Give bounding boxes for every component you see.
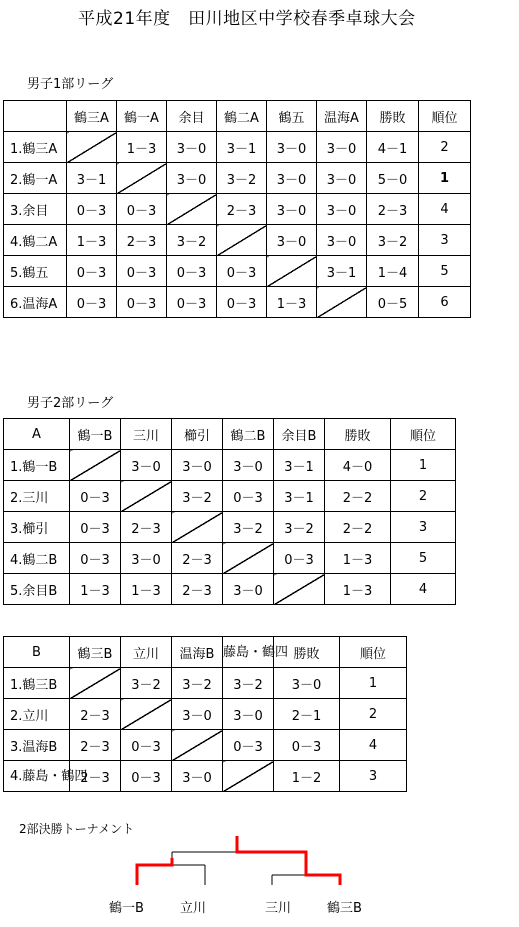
diagonal-cell — [223, 543, 274, 574]
score-cell: 3－2 — [172, 481, 223, 512]
score-cell: 2－3 — [70, 699, 121, 730]
score-cell: 3－1 — [317, 256, 367, 287]
score-cell: 0－3 — [67, 287, 117, 318]
column-header: 順位 — [340, 637, 407, 668]
score-cell: 3－2 — [121, 668, 172, 699]
column-header: 順位 — [419, 101, 471, 132]
score-cell: 1－3 — [117, 132, 167, 163]
score-cell: 3－0 — [167, 132, 217, 163]
team-name-cell: 5.余目B — [4, 574, 70, 605]
score-cell: 1 — [419, 163, 471, 194]
tournament-heading: 2部決勝トーナメント — [19, 822, 135, 836]
table-row — [4, 256, 471, 287]
bracket-player-2: 立川 — [180, 901, 207, 916]
score-cell: 3－0 — [223, 699, 274, 730]
header-row — [4, 637, 407, 668]
score-cell: 3－0 — [274, 668, 340, 699]
league2-group-b-table — [3, 636, 407, 792]
score-cell: 3 — [419, 225, 471, 256]
score-cell: 2 — [419, 132, 471, 163]
score-cell: 1－3 — [121, 574, 172, 605]
score-cell: 0－3 — [217, 256, 267, 287]
score-cell: 3－0 — [172, 699, 223, 730]
score-cell: 0－3 — [70, 481, 121, 512]
team-name-cell: 4.鶴二A — [4, 225, 67, 256]
score-cell: 3－1 — [274, 481, 325, 512]
score-cell: 2－3 — [121, 512, 172, 543]
diagonal-cell — [70, 450, 121, 481]
score-cell: 1－3 — [67, 225, 117, 256]
diagonal-cell — [267, 256, 317, 287]
diagonal-cell — [223, 761, 274, 792]
column-header: A — [4, 419, 70, 450]
score-cell: 3－2 — [167, 225, 217, 256]
score-cell: 2－3 — [70, 761, 121, 792]
score-cell: 0－3 — [117, 194, 167, 225]
score-cell: 1－3 — [267, 287, 317, 318]
column-header: B — [4, 637, 70, 668]
table-row — [4, 163, 471, 194]
team-name-cell: 3.温海B — [4, 730, 70, 761]
diagonal-cell — [70, 668, 121, 699]
column-header: 鶴五 — [267, 101, 317, 132]
column-header: 鶴三B — [70, 637, 121, 668]
score-cell: 0－3 — [167, 287, 217, 318]
diagonal-cell — [217, 225, 267, 256]
score-cell: 3－0 — [223, 574, 274, 605]
score-cell: 3－0 — [167, 163, 217, 194]
column-header — [4, 101, 67, 132]
header-row — [4, 419, 456, 450]
table-row — [4, 194, 471, 225]
team-name-cell: 1.鶴三A — [4, 132, 67, 163]
score-cell: 0－3 — [217, 287, 267, 318]
score-cell: 3－1 — [217, 132, 267, 163]
score-cell: 2 — [340, 699, 407, 730]
score-cell: 2－3 — [70, 730, 121, 761]
score-cell: 3－2 — [172, 668, 223, 699]
diagonal-cell — [121, 699, 172, 730]
score-cell: 4 — [340, 730, 407, 761]
column-header: 勝敗 — [274, 637, 340, 668]
column-header: 順位 — [391, 419, 456, 450]
score-cell: 0－5 — [367, 287, 419, 318]
league1-heading: 男子1部リーグ — [27, 77, 114, 92]
column-header: 勝敗 — [325, 419, 391, 450]
score-cell: 0－3 — [67, 194, 117, 225]
score-cell: 1 — [391, 450, 456, 481]
tournament-bracket — [0, 830, 519, 905]
score-cell: 2－2 — [325, 512, 391, 543]
score-cell: 3－0 — [267, 194, 317, 225]
score-cell: 0－3 — [117, 287, 167, 318]
score-cell: 3－0 — [317, 132, 367, 163]
score-cell: 2－2 — [325, 481, 391, 512]
score-cell: 3 — [340, 761, 407, 792]
diagonal-cell — [172, 512, 223, 543]
table-row — [4, 225, 471, 256]
score-cell: 0－3 — [67, 256, 117, 287]
diagonal-cell — [117, 163, 167, 194]
column-header: 温海A — [317, 101, 367, 132]
team-name-cell: 4.鶴二B — [4, 543, 70, 574]
score-cell: 1－3 — [325, 574, 391, 605]
score-cell: 0－3 — [121, 730, 172, 761]
column-header: 鶴一A — [117, 101, 167, 132]
column-header: 櫛引 — [172, 419, 223, 450]
column-header: 温海B — [172, 637, 223, 668]
team-name-cell: 2.鶴一A — [4, 163, 67, 194]
score-cell: 2－3 — [172, 543, 223, 574]
score-cell: 1－2 — [274, 761, 340, 792]
table-row — [4, 730, 407, 761]
score-cell: 4－0 — [325, 450, 391, 481]
column-header: 余目 — [167, 101, 217, 132]
table-row — [4, 512, 456, 543]
diagonal-cell — [274, 574, 325, 605]
score-cell: 3－0 — [267, 132, 317, 163]
score-cell: 3－1 — [274, 450, 325, 481]
table-row — [4, 287, 471, 318]
score-cell: 6 — [419, 287, 471, 318]
page-title: 平成21年度 田川地区中学校春季卓球大会 — [78, 9, 416, 29]
column-header: 藤島・鶴四 — [223, 637, 274, 668]
score-cell: 3－0 — [223, 450, 274, 481]
team-name-cell: 2.三川 — [4, 481, 70, 512]
column-header: 鶴一B — [70, 419, 121, 450]
score-cell: 3－0 — [267, 225, 317, 256]
score-cell: 3－0 — [317, 163, 367, 194]
bracket-player-3: 三川 — [265, 901, 292, 916]
score-cell: 0－3 — [167, 256, 217, 287]
team-name-cell: 5.鶴五 — [4, 256, 67, 287]
score-cell: 3－2 — [367, 225, 419, 256]
score-cell: 2－3 — [172, 574, 223, 605]
bracket-player-1: 鶴一B — [109, 901, 144, 916]
column-header: 鶴二A — [217, 101, 267, 132]
score-cell: 3－2 — [223, 512, 274, 543]
score-cell: 3－0 — [121, 450, 172, 481]
diagonal-cell — [121, 481, 172, 512]
score-cell: 4 — [419, 194, 471, 225]
table-row — [4, 699, 407, 730]
team-name-cell: 1.鶴三B — [4, 668, 70, 699]
score-cell: 4 — [391, 574, 456, 605]
score-cell: 1 — [340, 668, 407, 699]
score-cell: 2－3 — [217, 194, 267, 225]
score-cell: 0－3 — [70, 543, 121, 574]
column-header: 鶴三A — [67, 101, 117, 132]
column-header: 三川 — [121, 419, 172, 450]
score-cell: 5 — [391, 543, 456, 574]
table-row — [4, 761, 407, 792]
score-cell: 2 — [391, 481, 456, 512]
bracket-player-4: 鶴三B — [327, 901, 362, 916]
table-row — [4, 668, 407, 699]
league2-group-a-table — [3, 418, 456, 605]
score-cell: 3－0 — [121, 543, 172, 574]
score-cell: 0－3 — [223, 730, 274, 761]
team-name-cell: 3.櫛引 — [4, 512, 70, 543]
column-header: 勝敗 — [367, 101, 419, 132]
score-cell: 3 — [391, 512, 456, 543]
table-row — [4, 132, 471, 163]
diagonal-cell — [67, 132, 117, 163]
score-cell: 3－0 — [317, 225, 367, 256]
score-cell: 0－3 — [121, 761, 172, 792]
table-row — [4, 543, 456, 574]
score-cell: 3－0 — [172, 450, 223, 481]
score-cell: 3－2 — [223, 668, 274, 699]
score-cell: 3－0 — [172, 761, 223, 792]
league1-table — [3, 100, 471, 318]
diagonal-cell — [317, 287, 367, 318]
diagonal-cell — [172, 730, 223, 761]
column-header: 鶴二B — [223, 419, 274, 450]
table-row — [4, 481, 456, 512]
league2-heading: 男子2部リーグ — [27, 396, 114, 411]
team-name-cell: 4.藤島・鶴四 — [4, 761, 70, 792]
score-cell: 1－3 — [70, 574, 121, 605]
score-cell: 3－1 — [67, 163, 117, 194]
score-cell: 3－0 — [267, 163, 317, 194]
score-cell: 2－3 — [367, 194, 419, 225]
team-name-cell: 2.立川 — [4, 699, 70, 730]
header-row — [4, 101, 471, 132]
score-cell: 2－3 — [117, 225, 167, 256]
score-cell: 2－1 — [274, 699, 340, 730]
column-header: 余目B — [274, 419, 325, 450]
score-cell: 0－3 — [274, 730, 340, 761]
score-cell: 0－3 — [223, 481, 274, 512]
score-cell: 0－3 — [274, 543, 325, 574]
table-row — [4, 574, 456, 605]
diagonal-cell — [167, 194, 217, 225]
score-cell: 3－0 — [317, 194, 367, 225]
score-cell: 4－1 — [367, 132, 419, 163]
score-cell: 3－2 — [274, 512, 325, 543]
score-cell: 0－3 — [70, 512, 121, 543]
team-name-cell: 3.余目 — [4, 194, 67, 225]
score-cell: 5－0 — [367, 163, 419, 194]
score-cell: 1－4 — [367, 256, 419, 287]
score-cell: 0－3 — [117, 256, 167, 287]
team-name-cell: 6.温海A — [4, 287, 67, 318]
score-cell: 1－3 — [325, 543, 391, 574]
score-cell: 3－2 — [217, 163, 267, 194]
column-header: 立川 — [121, 637, 172, 668]
score-cell: 5 — [419, 256, 471, 287]
team-name-cell: 1.鶴一B — [4, 450, 70, 481]
table-row — [4, 450, 456, 481]
